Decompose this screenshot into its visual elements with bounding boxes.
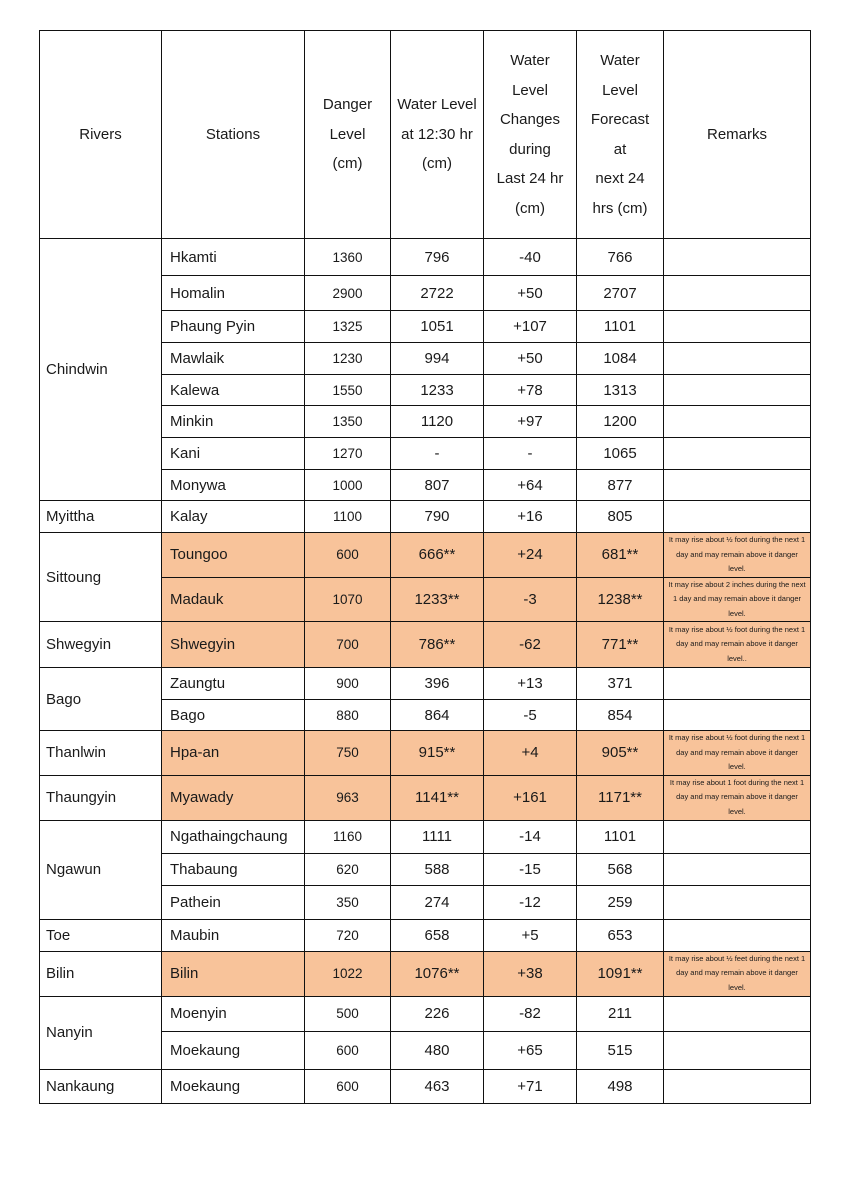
danger-level-value: 1100: [305, 501, 391, 533]
forecast-value: 2707: [577, 276, 664, 311]
station-name: Phaung Pyin: [162, 311, 305, 343]
remark-text: [664, 853, 811, 885]
change-value: +161: [484, 775, 577, 820]
header-changes: Water Level Changes during Last 24 hr (cm): [484, 31, 577, 239]
change-value: -15: [484, 853, 577, 885]
remark-text: [664, 919, 811, 951]
remark-text: It may rise about 2 inches during the next 1 day and may remain above it danger level.: [664, 577, 811, 622]
water-level-value: 480: [391, 1031, 484, 1069]
header-forecast: Water Level Forecast at next 24 hrs (cm): [577, 31, 664, 239]
station-name: Kani: [162, 438, 305, 470]
water-level-value: 226: [391, 996, 484, 1031]
danger-level-value: 720: [305, 919, 391, 951]
station-name: Toungoo: [162, 533, 305, 578]
station-name: Thabaung: [162, 853, 305, 885]
forecast-value: 1238**: [577, 577, 664, 622]
header-danger-level: Danger Level (cm): [305, 31, 391, 239]
change-value: +50: [484, 276, 577, 311]
danger-level-value: 1360: [305, 239, 391, 276]
remark-text: [664, 668, 811, 700]
water-level-value: 796: [391, 239, 484, 276]
danger-level-value: 900: [305, 668, 391, 700]
danger-level-value: 600: [305, 1031, 391, 1069]
danger-level-value: 600: [305, 1069, 391, 1103]
danger-level-value: 500: [305, 996, 391, 1031]
water-level-value: 1076**: [391, 951, 484, 996]
water-level-value: 658: [391, 919, 484, 951]
station-name: Bilin: [162, 951, 305, 996]
water-level-value: 864: [391, 700, 484, 731]
remark-text: [664, 239, 811, 276]
danger-level-value: 2900: [305, 276, 391, 311]
table-row: [40, 622, 811, 668]
table-row: [40, 951, 811, 996]
water-level-value: 666**: [391, 533, 484, 578]
table-row: [40, 820, 811, 853]
forecast-value: 371: [577, 668, 664, 700]
station-name: Homalin: [162, 276, 305, 311]
danger-level-value: 750: [305, 731, 391, 776]
remark-text: [664, 470, 811, 501]
station-name: Mawlaik: [162, 343, 305, 375]
forecast-value: 515: [577, 1031, 664, 1069]
change-value: -5: [484, 700, 577, 731]
table-row: [40, 775, 811, 820]
station-name: Pathein: [162, 885, 305, 919]
table-row: [40, 239, 811, 276]
forecast-value: 1084: [577, 343, 664, 375]
remark-text: [664, 501, 811, 533]
water-level-value: 807: [391, 470, 484, 501]
river-name: Thanlwin: [40, 731, 162, 776]
remark-text: [664, 820, 811, 853]
water-level-value: 1051: [391, 311, 484, 343]
change-value: -82: [484, 996, 577, 1031]
change-value: -: [484, 438, 577, 470]
forecast-value: 1313: [577, 375, 664, 406]
danger-level-value: 1550: [305, 375, 391, 406]
station-name: Kalay: [162, 501, 305, 533]
water-level-value: 915**: [391, 731, 484, 776]
river-name: Bilin: [40, 951, 162, 996]
forecast-value: 681**: [577, 533, 664, 578]
river-name: Thaungyin: [40, 775, 162, 820]
danger-level-value: 350: [305, 885, 391, 919]
table-row: [40, 996, 811, 1031]
forecast-value: 653: [577, 919, 664, 951]
remark-text: It may rise about ½ foot during the next 1 day and may remain above it danger level..: [664, 622, 811, 668]
header-rivers: Rivers: [40, 31, 162, 239]
change-value: +38: [484, 951, 577, 996]
table-row: [40, 919, 811, 951]
remark-text: [664, 438, 811, 470]
change-value: +4: [484, 731, 577, 776]
change-value: +107: [484, 311, 577, 343]
station-name: Minkin: [162, 406, 305, 438]
forecast-value: 1101: [577, 311, 664, 343]
water-level-value: 396: [391, 668, 484, 700]
remark-text: It may rise about 1 foot during the next 1 day and may remain above it danger level.: [664, 775, 811, 820]
forecast-value: 771**: [577, 622, 664, 668]
header-water-level: Water Level at 12:30 hr (cm): [391, 31, 484, 239]
forecast-value: 854: [577, 700, 664, 731]
header-remarks: Remarks: [664, 31, 811, 239]
danger-level-value: 963: [305, 775, 391, 820]
forecast-value: 766: [577, 239, 664, 276]
river-name: Bago: [40, 668, 162, 731]
river-name: Myittha: [40, 501, 162, 533]
remark-text: It may rise about ½ foot during the next 1 day and may remain above it danger level.: [664, 533, 811, 578]
danger-level-value: 700: [305, 622, 391, 668]
danger-level-value: 1270: [305, 438, 391, 470]
river-name: Toe: [40, 919, 162, 951]
river-name: Nankaung: [40, 1069, 162, 1103]
river-name: Shwegyin: [40, 622, 162, 668]
change-value: +64: [484, 470, 577, 501]
station-name: Monywa: [162, 470, 305, 501]
table-row: [40, 533, 811, 578]
water-level-value: 786**: [391, 622, 484, 668]
station-name: Maubin: [162, 919, 305, 951]
remark-text: [664, 885, 811, 919]
forecast-value: 211: [577, 996, 664, 1031]
danger-level-value: 1230: [305, 343, 391, 375]
station-name: Hpa-an: [162, 731, 305, 776]
danger-level-value: 1070: [305, 577, 391, 622]
forecast-value: 1091**: [577, 951, 664, 996]
table-row: [40, 668, 811, 700]
change-value: +16: [484, 501, 577, 533]
danger-level-value: 600: [305, 533, 391, 578]
change-value: +71: [484, 1069, 577, 1103]
station-name: Ngathaingchaung: [162, 820, 305, 853]
water-level-value: 994: [391, 343, 484, 375]
station-name: Hkamti: [162, 239, 305, 276]
table-row: [40, 1069, 811, 1103]
forecast-value: 1065: [577, 438, 664, 470]
river-name: Nanyin: [40, 996, 162, 1069]
forecast-value: 1200: [577, 406, 664, 438]
change-value: -12: [484, 885, 577, 919]
table-row: [40, 501, 811, 533]
water-level-table: [39, 30, 811, 1104]
water-level-value: 1141**: [391, 775, 484, 820]
station-name: Kalewa: [162, 375, 305, 406]
water-level-value: 790: [391, 501, 484, 533]
remark-text: [664, 700, 811, 731]
remark-text: [664, 311, 811, 343]
forecast-value: 1171**: [577, 775, 664, 820]
danger-level-value: 1000: [305, 470, 391, 501]
remark-text: [664, 343, 811, 375]
change-value: -3: [484, 577, 577, 622]
river-name: Sittoung: [40, 533, 162, 622]
change-value: -14: [484, 820, 577, 853]
water-level-value: 274: [391, 885, 484, 919]
water-level-value: 2722: [391, 276, 484, 311]
danger-level-value: 1350: [305, 406, 391, 438]
forecast-value: 905**: [577, 731, 664, 776]
remark-text: [664, 276, 811, 311]
water-level-value: -: [391, 438, 484, 470]
water-level-value: 463: [391, 1069, 484, 1103]
header-stations: Stations: [162, 31, 305, 239]
water-level-value: 1233: [391, 375, 484, 406]
remark-text: [664, 996, 811, 1031]
change-value: +24: [484, 533, 577, 578]
danger-level-value: 1160: [305, 820, 391, 853]
station-name: Moekaung: [162, 1031, 305, 1069]
forecast-value: 1101: [577, 820, 664, 853]
forecast-value: 568: [577, 853, 664, 885]
change-value: +97: [484, 406, 577, 438]
danger-level-value: 1325: [305, 311, 391, 343]
river-name: Ngawun: [40, 820, 162, 919]
remark-text: [664, 1031, 811, 1069]
station-name: Zaungtu: [162, 668, 305, 700]
water-level-value: 1120: [391, 406, 484, 438]
remark-text: [664, 375, 811, 406]
danger-level-value: 620: [305, 853, 391, 885]
station-name: Bago: [162, 700, 305, 731]
change-value: +50: [484, 343, 577, 375]
change-value: +5: [484, 919, 577, 951]
remark-text: It may rise about ½ foot during the next 1 day and may remain above it danger level.: [664, 731, 811, 776]
change-value: -62: [484, 622, 577, 668]
change-value: +13: [484, 668, 577, 700]
table-body: [40, 239, 811, 1104]
change-value: -40: [484, 239, 577, 276]
river-name: Chindwin: [40, 239, 162, 501]
danger-level-value: 1022: [305, 951, 391, 996]
station-name: Madauk: [162, 577, 305, 622]
table-header: [40, 31, 811, 239]
remark-text: It may rise about ½ feet during the next 1 day and may remain above it danger level.: [664, 951, 811, 996]
danger-level-value: 880: [305, 700, 391, 731]
water-level-value: 1111: [391, 820, 484, 853]
water-level-value: 1233**: [391, 577, 484, 622]
change-value: +65: [484, 1031, 577, 1069]
forecast-value: 259: [577, 885, 664, 919]
station-name: Moekaung: [162, 1069, 305, 1103]
change-value: +78: [484, 375, 577, 406]
water-level-value: 588: [391, 853, 484, 885]
station-name: Moenyin: [162, 996, 305, 1031]
table-row: [40, 731, 811, 776]
forecast-value: 498: [577, 1069, 664, 1103]
forecast-value: 805: [577, 501, 664, 533]
station-name: Shwegyin: [162, 622, 305, 668]
remark-text: [664, 406, 811, 438]
remark-text: [664, 1069, 811, 1103]
station-name: Myawady: [162, 775, 305, 820]
forecast-value: 877: [577, 470, 664, 501]
